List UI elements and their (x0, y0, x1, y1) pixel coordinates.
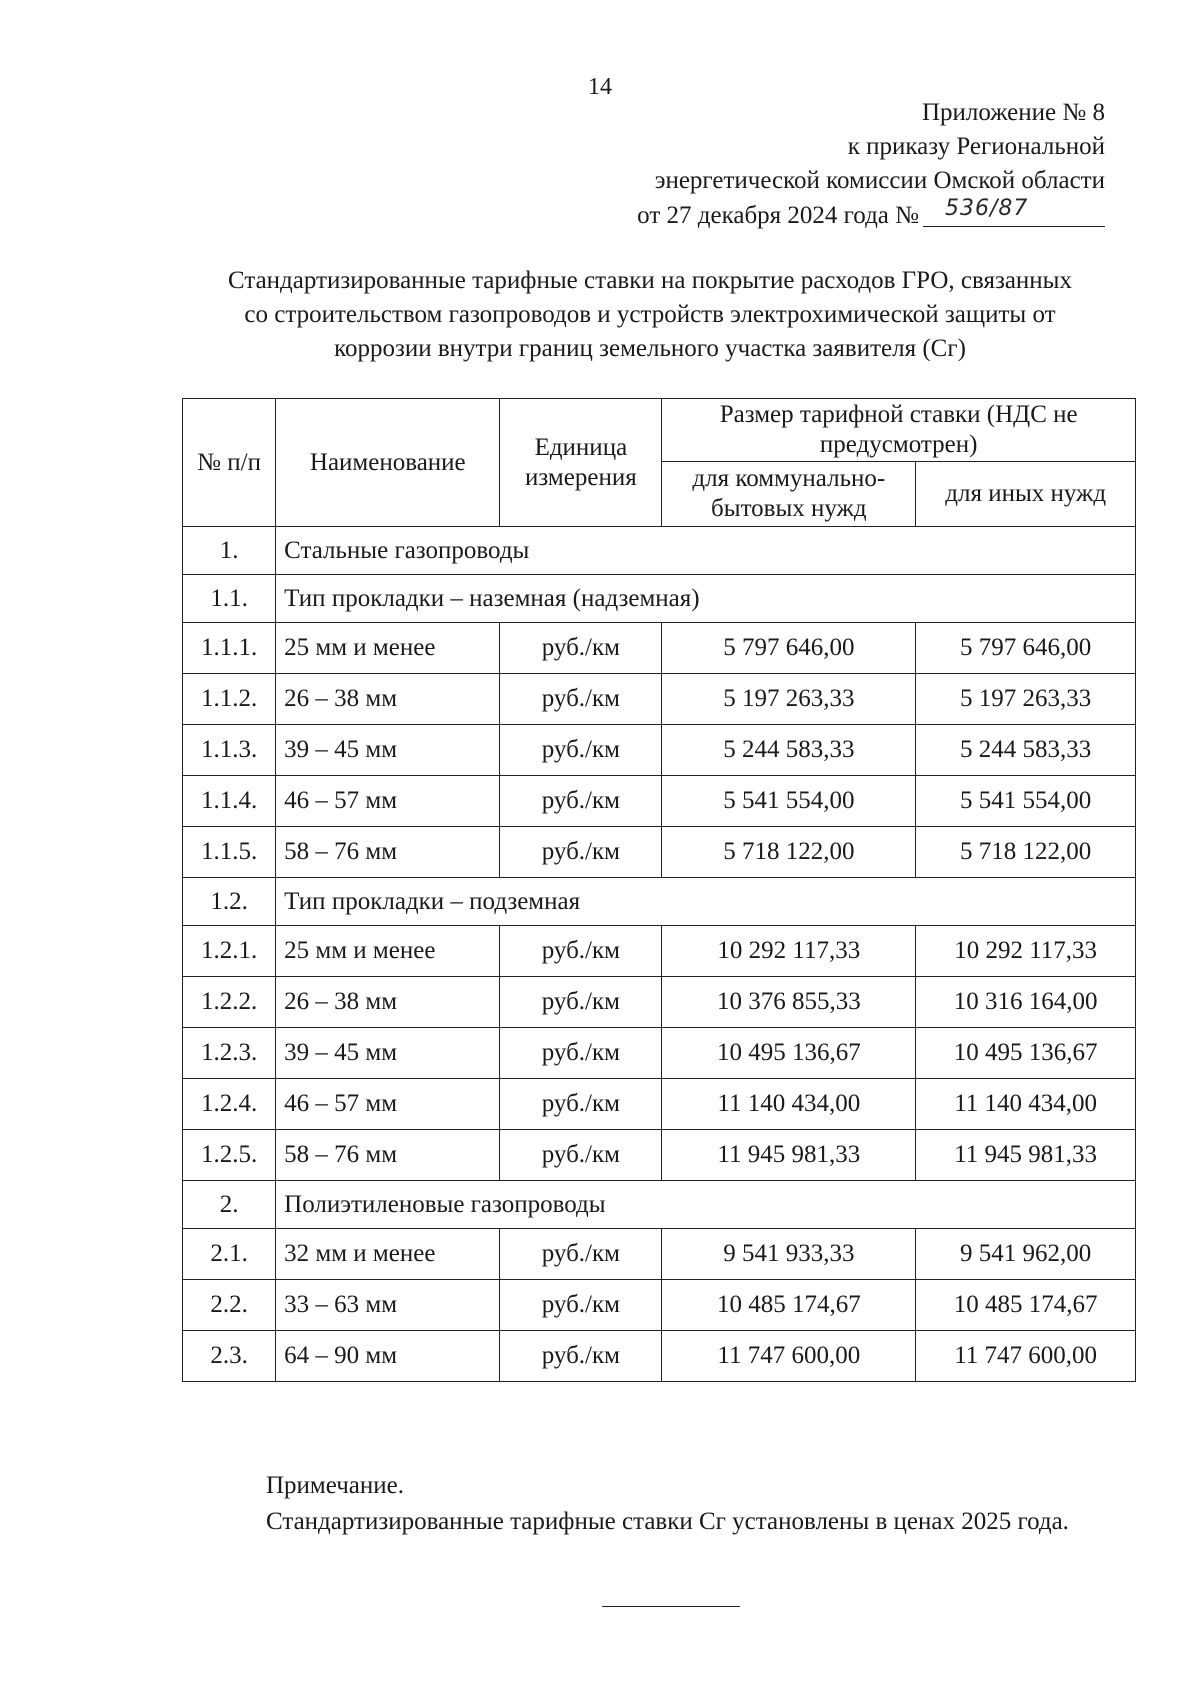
rate-other: 9 541 962,00 (916, 1229, 1136, 1280)
order-number-handwritten: 536/87 (945, 196, 1029, 221)
rate-household: 9 541 933,33 (662, 1229, 916, 1280)
rate-household: 5 797 646,00 (662, 623, 916, 674)
rate-other: 5 718 122,00 (916, 827, 1136, 878)
row-name: 58 – 76 мм (276, 1130, 500, 1181)
rate-household: 11 140 434,00 (662, 1079, 916, 1130)
row-number: 1.1.2. (183, 674, 276, 725)
rate-other: 5 797 646,00 (916, 623, 1136, 674)
page-number: 14 (588, 74, 612, 100)
row-unit: руб./км (500, 776, 662, 827)
row-number: 1.2.5. (183, 1130, 276, 1181)
row-number: 1.2.1. (183, 926, 276, 977)
row-name: 39 – 45 мм (276, 725, 500, 776)
row-name: 33 – 63 мм (276, 1280, 500, 1331)
section-row (183, 1181, 1136, 1229)
row-unit: руб./км (500, 1130, 662, 1181)
table-row (183, 926, 1136, 977)
row-number: 2.1. (183, 1229, 276, 1280)
row-number: 1. (183, 527, 276, 575)
row-name: 25 мм и менее (276, 623, 500, 674)
row-number: 1.2.4. (183, 1079, 276, 1130)
rate-household: 5 244 583,33 (662, 725, 916, 776)
table-row (183, 1079, 1136, 1130)
header-number: № п/п (183, 399, 276, 527)
rate-other: 11 140 434,00 (916, 1079, 1136, 1130)
end-divider (602, 1606, 740, 1607)
table-body (183, 527, 1136, 1382)
rate-other: 10 485 174,67 (916, 1280, 1136, 1331)
rate-other: 10 292 117,33 (916, 926, 1136, 977)
row-number: 1.1.5. (183, 827, 276, 878)
row-number: 1.1.3. (183, 725, 276, 776)
row-unit: руб./км (500, 1028, 662, 1079)
rate-other: 10 495 136,67 (916, 1028, 1136, 1079)
header-rate-other: для иных нужд (916, 462, 1136, 527)
section-title: Тип прокладки – наземная (надземная) (276, 575, 1136, 623)
row-name: 26 – 38 мм (276, 977, 500, 1028)
table-row (183, 1331, 1136, 1382)
table-row (183, 623, 1136, 674)
rate-other: 10 316 164,00 (916, 977, 1136, 1028)
header-name: Наименование (276, 399, 500, 527)
header-rate-group: Размер тарифной ставки (НДС не предусмотрен) (662, 399, 1136, 462)
header-rate-household: для коммунально-бытовых нужд (662, 462, 916, 527)
order-date-line (637, 198, 1105, 233)
row-name: 64 – 90 мм (276, 1331, 500, 1382)
appendix-label: Приложение № 8 (921, 99, 1105, 126)
table-row (183, 977, 1136, 1028)
row-name: 46 – 57 мм (276, 1079, 500, 1130)
row-unit: руб./км (500, 1280, 662, 1331)
rate-household: 5 541 554,00 (662, 776, 916, 827)
rate-household: 5 718 122,00 (662, 827, 916, 878)
row-unit: руб./км (500, 623, 662, 674)
order-date: от 27 декабря 2024 года № (637, 202, 919, 229)
row-unit: руб./км (500, 827, 662, 878)
document-title (120, 264, 1180, 366)
row-name: 46 – 57 мм (276, 776, 500, 827)
header-unit: Единица измерения (500, 399, 662, 527)
row-unit: руб./км (500, 977, 662, 1028)
section-title: Стальные газопроводы (276, 527, 1136, 575)
note-block (196, 1468, 1136, 1540)
section-title: Тип прокладки – подземная (276, 878, 1136, 926)
row-unit: руб./км (500, 674, 662, 725)
row-number: 2. (183, 1181, 276, 1229)
row-unit: руб./км (500, 926, 662, 977)
note-heading: Примечание. (266, 1472, 405, 1499)
table-header-row (183, 399, 1136, 462)
row-number: 1.1. (183, 575, 276, 623)
approval-block (637, 96, 1105, 233)
tariff-rates-table (182, 398, 1136, 1382)
title-line-1: Стандартизированные тарифные ставки на покрытие расходов ГРО, связанных (228, 267, 1072, 294)
row-name: 32 мм и менее (276, 1229, 500, 1280)
table-row (183, 1280, 1136, 1331)
rate-household: 11 945 981,33 (662, 1130, 916, 1181)
row-number: 1.1.4. (183, 776, 276, 827)
rate-other: 5 244 583,33 (916, 725, 1136, 776)
table-row (183, 725, 1136, 776)
row-number: 1.2. (183, 878, 276, 926)
row-name: 25 мм и менее (276, 926, 500, 977)
rate-other: 11 945 981,33 (916, 1130, 1136, 1181)
row-unit: руб./км (500, 1229, 662, 1280)
note-text: Стандартизированные тарифные ставки Сг установлены в ценах 2025 года. (266, 1508, 1069, 1535)
order-number-field (923, 198, 1105, 227)
row-number: 1.2.2. (183, 977, 276, 1028)
row-unit: руб./км (500, 1331, 662, 1382)
title-line-2: со строительством газопроводов и устройств электрохимической защиты от (244, 301, 1056, 328)
rate-household: 10 292 117,33 (662, 926, 916, 977)
rate-household: 11 747 600,00 (662, 1331, 916, 1382)
row-number: 2.2. (183, 1280, 276, 1331)
section-row (183, 878, 1136, 926)
row-unit: руб./км (500, 1079, 662, 1130)
rate-household: 10 376 855,33 (662, 977, 916, 1028)
row-name: 58 – 76 мм (276, 827, 500, 878)
rate-other: 5 541 554,00 (916, 776, 1136, 827)
title-line-3: коррозии внутри границ земельного участка заявителя (Сг) (334, 335, 966, 362)
section-row (183, 575, 1136, 623)
rate-household: 5 197 263,33 (662, 674, 916, 725)
row-number: 1.2.3. (183, 1028, 276, 1079)
table-row (183, 1229, 1136, 1280)
rate-other: 5 197 263,33 (916, 674, 1136, 725)
table-row (183, 674, 1136, 725)
section-row (183, 527, 1136, 575)
rate-household: 10 485 174,67 (662, 1280, 916, 1331)
section-title: Полиэтиленовые газопроводы (276, 1181, 1136, 1229)
rate-household: 10 495 136,67 (662, 1028, 916, 1079)
table-row (183, 1130, 1136, 1181)
row-unit: руб./км (500, 725, 662, 776)
table-row (183, 827, 1136, 878)
order-reference: к приказу Региональной (847, 133, 1105, 160)
row-name: 26 – 38 мм (276, 674, 500, 725)
rate-other: 11 747 600,00 (916, 1331, 1136, 1382)
commission-name: энергетической комиссии Омской области (654, 167, 1105, 194)
row-number: 1.1.1. (183, 623, 276, 674)
table-row (183, 776, 1136, 827)
row-number: 2.3. (183, 1331, 276, 1382)
table-row (183, 1028, 1136, 1079)
row-name: 39 – 45 мм (276, 1028, 500, 1079)
